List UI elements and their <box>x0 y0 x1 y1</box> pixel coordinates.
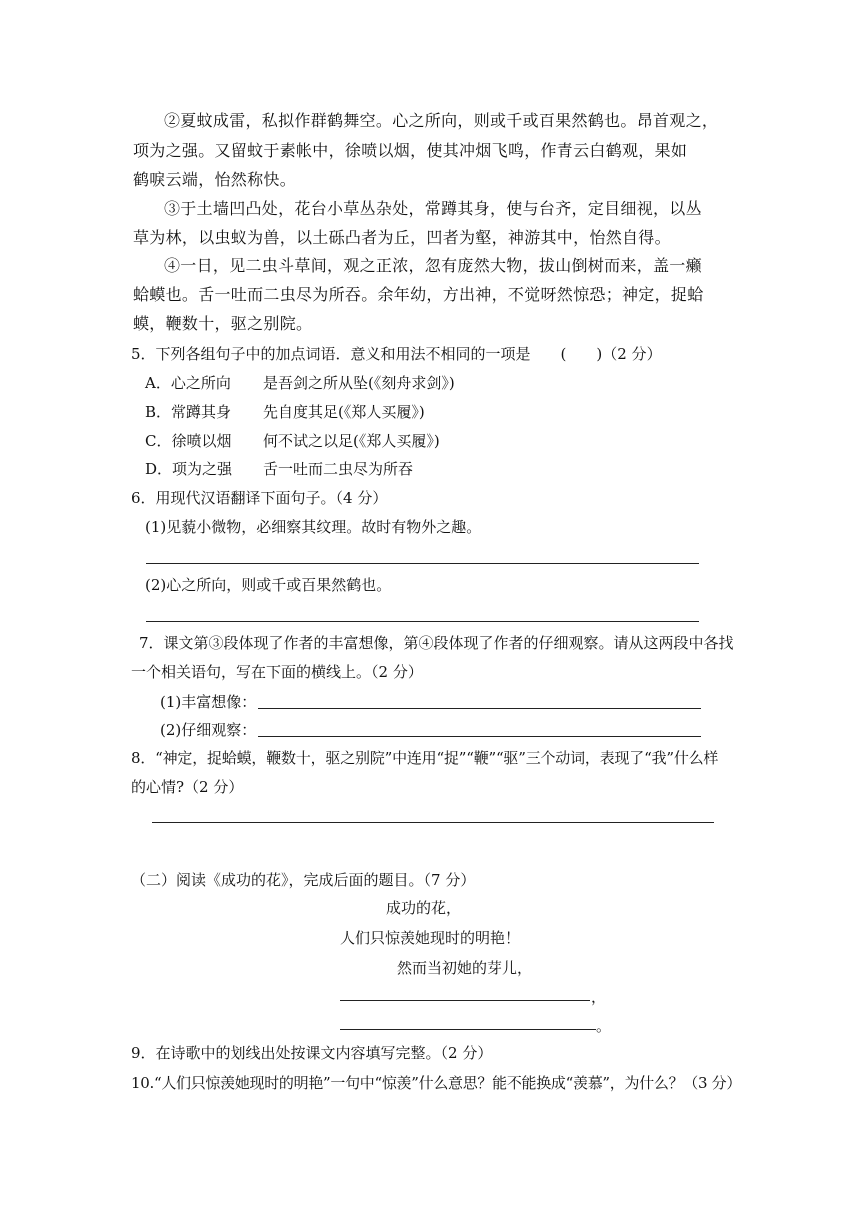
passage-p2-line2: 项为之强。又留蚊于素帐中，徐喷以烟，使其冲烟飞鸣，作青云白鹤观，果如 <box>133 141 688 160</box>
q7-stem-line1: 7．课文第③段体现了作者的丰富想像，第④段体现了作者的仔细观察。请从这两段中各找 <box>139 634 734 652</box>
poem-blank-1-punct: ， <box>591 988 607 1006</box>
q5-stem: 5．下列各组句子中的加点词语．意义和用法不相同的一项是 ( )（2 分） <box>131 345 662 363</box>
passage-p3-line2: 草为林，以虫蚁为兽，以土砾凸者为丘，凹者为壑，神游其中，怡然自得。 <box>133 228 671 247</box>
poem-blank-line-2[interactable] <box>340 1029 596 1030</box>
q6-answer-line-2[interactable] <box>146 621 699 622</box>
passage-p3-line1: ③于土墙凹凸处，花台小草丛杂处，常蹲其身，使与台齐，定目细视，以丛 <box>164 199 702 218</box>
q5-option-a-right: 是吾剑之所从坠(《刻舟求剑》) <box>263 374 455 392</box>
passage-p4-line3: 蟆，鞭数十，驱之别院。 <box>133 314 313 333</box>
q6-answer-line-1[interactable] <box>146 563 699 564</box>
passage-p2-line3: 鹤唳云端，怡然称快。 <box>133 170 297 189</box>
q8-stem-line2: 的心情?（2 分） <box>131 778 244 796</box>
poem-blank-line-1[interactable] <box>340 1000 590 1001</box>
section2-heading: （二）阅读《成功的花》，完成后面的题目。（7 分） <box>131 871 476 889</box>
poem-line-3: 然而当初她的芽儿， <box>397 959 533 977</box>
q5-option-d-left: D．项为之强 <box>145 460 233 478</box>
q5-option-b-left: B．常蹲其身 <box>145 403 232 421</box>
q9-stem: 9．在诗歌中的划线出处按课文内容填写完整。（2 分） <box>131 1044 493 1062</box>
passage-p4-line2: 蛤蟆也。舌一吐而二虫尽为所吞。余年幼，方出神，不觉呀然惊恐；神定，捉蛤 <box>133 285 704 304</box>
q5-option-d-right: 舌一吐而二虫尽为所吞 <box>263 460 414 478</box>
poem-line-1: 成功的花， <box>386 899 462 917</box>
q6-sentence-1: (1)见藐小微物，必细察其纹理。故时有物外之趣。 <box>145 518 482 536</box>
q5-option-a-left: A．心之所向 <box>145 374 231 392</box>
q5-option-c-left: C．徐喷以烟 <box>145 432 232 450</box>
q8-stem-line1: 8．“神定，捉蛤蟆，鞭数十，驱之别院”中连用“捉”“鞭”“驱”三个动词，表现了“我”什么样 <box>131 749 719 767</box>
q7-stem-line2: 一个相关语句，写在下面的横线上。（2 分） <box>131 663 423 681</box>
q5-option-c-right: 何不试之以足(《郑人买履》) <box>263 432 440 450</box>
q5-option-b-right: 先自度其足(《郑人买履》) <box>263 403 425 421</box>
q6-sentence-2: (2)心之所向，则或千或百果然鹤也。 <box>145 576 392 594</box>
passage-p2-line1: ②夏蚊成雷，私拟作群鹤舞空。心之所向，则或千或百果然鹤也。昂首观之， <box>164 111 719 130</box>
q7-label-imagination: (1)丰富想像： <box>160 693 257 711</box>
poem-line-2: 人们只惊羡她现时的明艳！ <box>340 929 521 947</box>
passage-p4-line1: ④一日，见二虫斗草间，观之正浓，忽有庞然大物，拔山倒树而来，盖一癞 <box>164 256 702 275</box>
q8-answer-line[interactable] <box>152 822 714 823</box>
q7-answer-line-2[interactable] <box>258 736 701 737</box>
q7-label-observation: (2)仔细观察： <box>160 721 257 739</box>
q6-stem: 6．用现代汉语翻译下面句子。（4 分） <box>131 489 388 507</box>
q7-answer-line-1[interactable] <box>258 708 701 709</box>
q10-stem: 10.“人们只惊羡她现时的明艳”一句中“惊羡”什么意思？能不能换成“羡慕”，为什么？（3 分） <box>131 1074 742 1092</box>
poem-blank-2-punct: 。 <box>596 1017 612 1035</box>
